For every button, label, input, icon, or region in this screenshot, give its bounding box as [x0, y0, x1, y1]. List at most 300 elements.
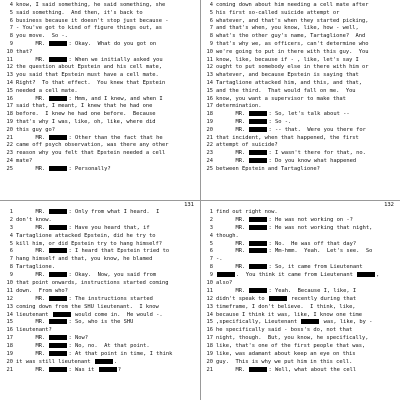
transcript-line [202, 248, 398, 256]
line-number: 19 [206, 351, 213, 358]
line-number: 13 [6, 72, 13, 79]
transcript-line [2, 319, 198, 327]
line-text: that's why I was, like, oh, like, where did [16, 118, 156, 125]
line-number: 9 [209, 40, 213, 47]
line-text: Tartaglione. [16, 264, 55, 271]
redaction-box [269, 296, 287, 301]
line-number: 6 [209, 248, 213, 255]
line-number: 17 [206, 335, 213, 342]
line-text: MR. : I wasn't there for that, no. [216, 150, 366, 157]
transcript-line [2, 241, 198, 249]
redaction-box [49, 41, 67, 46]
transcript-line [202, 25, 398, 33]
line-number: 5 [209, 9, 213, 16]
line-text: coming down from the SHU lieutenant. I know [16, 303, 159, 310]
transcript-panel-top-left [2, 2, 198, 198]
line-number: 18 [206, 343, 213, 350]
line-number: 1 [209, 209, 213, 215]
transcript-line [2, 80, 198, 88]
line-number: 24 [6, 157, 13, 164]
transcript-line [202, 272, 398, 280]
line-text: find out right now. [216, 209, 278, 215]
transcript-line [202, 343, 398, 351]
line-number: 14 [206, 311, 213, 318]
line-number: 23 [6, 150, 13, 157]
redaction-box [249, 241, 267, 246]
transcript-line [2, 135, 198, 143]
line-text: ought to put somebody else in there with him or [216, 64, 369, 71]
redaction-box [49, 57, 67, 62]
transcript-line [2, 280, 198, 288]
line-number: 21 [206, 366, 213, 373]
transcript-line [2, 33, 198, 41]
line-number: 21 [206, 134, 213, 141]
redaction-box [49, 351, 67, 356]
transcript-line [202, 351, 398, 359]
line-text: reason why you felt that Epstein needed a cell [16, 150, 166, 157]
transcript-line [202, 64, 398, 72]
transcript-line [202, 111, 398, 119]
line-text: MR. : So, let's talk about -- [216, 111, 350, 118]
transcript-line [2, 166, 198, 174]
redaction-box [357, 272, 375, 277]
line-number: 4 [209, 232, 213, 239]
line-number: 19 [6, 351, 13, 358]
transcript-line [2, 343, 198, 351]
line-number: 11 [6, 56, 13, 63]
line-text: MR. : Have you heard that, if [16, 224, 150, 231]
redaction-box [249, 367, 267, 372]
line-text: MR. : Yeah. Because I, like, I [216, 287, 357, 294]
transcript-line [202, 119, 398, 127]
transcript-line [202, 288, 398, 296]
horizontal-divider [0, 200, 400, 201]
redaction-box [249, 119, 267, 124]
line-number: 12 [206, 64, 213, 71]
transcript-line [2, 150, 198, 158]
transcript-lines [2, 2, 198, 174]
redaction-box [249, 158, 267, 163]
transcript-lines [202, 2, 398, 174]
transcript-line [202, 33, 398, 41]
line-text: MR. : When we initially asked you [16, 56, 163, 63]
line-number: 22 [206, 142, 213, 149]
line-text: and that's when, you know, like, how - well, [216, 25, 359, 32]
line-number: 14 [206, 79, 213, 86]
line-text: determination. [216, 103, 262, 110]
line-text: MR. : Now? [16, 335, 88, 342]
line-text: hang himself and that, you know, he blamed [16, 256, 153, 263]
transcript-line [202, 367, 398, 375]
line-text: ,specifically, Lieutenant was, like, by - [216, 319, 373, 326]
line-number: 12 [6, 64, 13, 71]
line-text: MR. : Only from what I heard. I [16, 209, 160, 215]
line-text: didn't speak to recently during that [216, 295, 357, 302]
transcript-line [2, 233, 198, 241]
transcript-line [2, 142, 198, 150]
line-text: that? [16, 48, 33, 55]
line-number: 4 [9, 2, 13, 8]
line-number: 18 [6, 111, 13, 118]
redaction-box [49, 248, 67, 253]
redaction-box [49, 296, 67, 301]
redaction-box [49, 367, 67, 372]
line-number: 17 [6, 335, 13, 342]
redaction-box [53, 312, 71, 317]
line-number: 8 [9, 33, 13, 40]
line-text: business because it doesn't stop just because - [16, 17, 169, 24]
transcript-line [2, 18, 198, 26]
line-number: 22 [6, 142, 13, 149]
line-number: 15 [206, 87, 213, 94]
transcript-line [2, 351, 198, 359]
line-number: 14 [6, 79, 13, 86]
line-text: came off psych observation, was there any other [16, 142, 169, 149]
line-number: 10 [6, 48, 13, 55]
transcript-line [202, 209, 398, 217]
transcript-line [2, 264, 198, 272]
transcript-line [2, 119, 198, 127]
line-number: 8 [9, 264, 13, 271]
transcript-line [2, 57, 198, 65]
line-text: know, like, because if - , like, let's say I [216, 56, 359, 63]
line-text: kill him, or did Epstein try to hang himself? [16, 240, 163, 247]
line-text: also? [216, 280, 233, 287]
line-text: MR. : Okay. Now, you said from [16, 272, 157, 279]
redaction-box [49, 96, 67, 101]
line-text: the question about Epstein and his cell mate, [16, 64, 163, 71]
transcript-panel-top-right [202, 2, 398, 198]
transcript-line [2, 64, 198, 72]
redaction-box [99, 367, 117, 372]
line-number: 21 [6, 134, 13, 141]
line-number: 20 [206, 126, 213, 133]
line-number: 1 [9, 209, 13, 215]
redaction-box [49, 319, 67, 324]
line-text: you move. So -. [16, 33, 68, 40]
line-text: mate? [16, 157, 33, 164]
line-text: said that, I meant, I knew that he had one [16, 103, 153, 110]
line-number: 5 [209, 240, 213, 247]
transcript-line [202, 158, 398, 166]
line-text: MR. : No, no. At that point. [16, 343, 150, 350]
redaction-box [49, 225, 67, 230]
transcript-line [2, 2, 198, 10]
line-text: MR. : So -. [216, 118, 292, 125]
line-number: 6 [9, 17, 13, 24]
line-text: we're going to put in there with this guy. You [216, 48, 369, 55]
line-number: 23 [206, 150, 213, 157]
transcript-line [202, 103, 398, 111]
line-number: 11 [206, 56, 213, 63]
line-number: 16 [206, 327, 213, 334]
line-number: 3 [209, 224, 213, 231]
line-text: though. [216, 232, 239, 239]
line-text: MR. : Other than the fact that he [16, 134, 163, 141]
line-text: MR. : The instructions started [16, 295, 153, 302]
redaction-box [301, 319, 319, 324]
line-text: night, though. But, you know, he specifically, [216, 335, 369, 342]
line-text: and the third. That would fall on me. You [216, 87, 356, 94]
transcript-line [202, 142, 398, 150]
line-number: 7 [209, 256, 213, 263]
line-text: whatever, and because Epstein is saying that [216, 72, 359, 79]
redaction-box [249, 225, 267, 230]
line-number: 3 [9, 224, 13, 231]
transcript-line [202, 264, 398, 272]
line-text: between Epstein and Tartaglione? [216, 165, 320, 172]
line-text: MR. : -- that. Were you there for [216, 126, 366, 133]
line-text: MR. : So, who is the SHU [16, 319, 134, 326]
transcript-line [2, 256, 198, 264]
transcript-line [202, 2, 398, 10]
line-text: guy. This is why we put him in this cell. [216, 358, 353, 365]
line-number: 25 [6, 165, 13, 172]
line-text: attempt of suicide? [216, 142, 278, 149]
transcript-line [2, 312, 198, 320]
line-text: MR. : So, it came from Lieutenant [216, 264, 363, 271]
line-text: MR. : Well, what about the cell [216, 366, 357, 373]
redaction-box [249, 127, 267, 132]
transcript-line [2, 272, 198, 280]
line-text: MR. : Do you know what happened [216, 157, 357, 164]
line-number: 13 [206, 72, 213, 79]
transcript-line [2, 127, 198, 135]
line-number: 10 [206, 280, 213, 287]
redaction-box [49, 135, 67, 140]
line-text: like, that's one of the first people that was, [216, 343, 366, 350]
transcript-line [2, 111, 198, 119]
transcript-line [202, 10, 398, 18]
line-number: 13 [6, 303, 13, 310]
line-number: 5 [9, 240, 13, 247]
transcript-line [202, 335, 398, 343]
line-number: 5 [9, 9, 13, 16]
redaction-box [49, 272, 67, 277]
transcript-line [202, 312, 398, 320]
line-number: 6 [9, 248, 13, 255]
transcript-line [2, 335, 198, 343]
redaction-box [49, 166, 67, 171]
page-number: 131 [184, 202, 194, 208]
line-text: needed a cell mate. [16, 87, 78, 94]
transcript-line [2, 41, 198, 49]
line-text: that's why we, as officers, can't determine who [216, 40, 369, 47]
line-text: know, I said something, he said something, she [16, 2, 166, 8]
transcript-line [2, 49, 198, 57]
line-text: what's the other guy's name, Tartaglione? And [216, 33, 366, 40]
line-text: MR. : Personally? [16, 165, 111, 172]
line-text: said something. And then, it's back to [16, 9, 143, 16]
transcript-line [202, 80, 398, 88]
transcript-line [202, 41, 398, 49]
line-text: his first so-called suicide attempt or [216, 9, 340, 16]
redaction-box [95, 359, 113, 364]
transcript-line [202, 166, 398, 174]
transcript-line [202, 296, 398, 304]
transcript-line [2, 158, 198, 166]
line-number: 20 [206, 358, 213, 365]
redaction-box [49, 335, 67, 340]
transcript-line [202, 49, 398, 57]
transcript-line [202, 150, 398, 158]
transcript-line [202, 319, 398, 327]
transcript-line [2, 88, 198, 96]
line-number: 25 [206, 165, 213, 172]
line-text: before. I knew he had one before. Because [16, 111, 156, 118]
line-text: that incident, when that happened, the first [216, 134, 359, 141]
transcript-line [202, 233, 398, 241]
line-number: 11 [206, 287, 213, 294]
transcript-line [202, 217, 398, 225]
transcript-line [202, 304, 398, 312]
line-number: 7 [9, 256, 13, 263]
line-number: 9 [9, 40, 13, 47]
redaction-box [217, 272, 235, 277]
line-text: MR. : At that point in time, I think [16, 351, 173, 358]
line-number: 4 [9, 232, 13, 239]
line-text: MR. : No. He was off that day? [216, 240, 357, 247]
line-number: 12 [206, 295, 213, 302]
line-text: MR. : Okay. What do you got on [16, 40, 157, 47]
transcript-line [202, 135, 398, 143]
line-text: MR. : Mm-hmm. Yeah. Let's see. So [216, 248, 373, 255]
line-number: 10 [6, 280, 13, 287]
line-number: 19 [206, 118, 213, 125]
redaction-box [249, 288, 267, 293]
redaction-box [249, 111, 267, 116]
line-number: 9 [9, 272, 13, 279]
line-number: 16 [206, 95, 213, 102]
line-number: 20 [6, 358, 13, 365]
line-number: 6 [209, 17, 213, 24]
line-number: 17 [206, 103, 213, 110]
line-number: 2 [209, 216, 213, 223]
line-text: this guy go? [16, 126, 55, 133]
line-number: 17 [6, 103, 13, 110]
line-text: . You think it came from Lieutenant , [216, 272, 398, 280]
transcript-line [2, 248, 198, 256]
line-text: MR. : Hmm, and I knew, and when I [16, 95, 163, 102]
transcript-line [202, 241, 398, 249]
line-text: MR. : I heard that Epstein tried to [16, 248, 170, 255]
line-text: down. From who? [16, 287, 68, 294]
redaction-box [249, 248, 267, 253]
line-text: it was still lieutenant . [16, 358, 118, 365]
line-number: 8 [209, 33, 213, 40]
line-number: 16 [6, 327, 13, 334]
line-number: 7 [209, 25, 213, 32]
line-number: 11 [6, 287, 13, 294]
line-number: 20 [6, 126, 13, 133]
line-text: he specifically said - boss's do, not that [216, 327, 353, 334]
transcript-line [2, 288, 198, 296]
transcript-line [2, 296, 198, 304]
transcript-line [2, 209, 198, 217]
line-number: 10 [206, 48, 213, 55]
transcript-line [202, 359, 398, 367]
line-number: 12 [6, 295, 13, 302]
transcript-line [202, 225, 398, 233]
line-text: know, you want a supervisor to make that [216, 95, 346, 102]
line-text: lieutenant? [16, 327, 52, 334]
line-text: because I think it was, like, I know one time [216, 311, 363, 318]
line-number: 9 [209, 272, 213, 279]
line-number: 21 [6, 366, 13, 373]
transcript-line [202, 57, 398, 65]
transcript-line [2, 217, 198, 225]
transcript-line [202, 127, 398, 135]
line-text: timeframe, I don't believe. I think, like, [216, 303, 356, 310]
line-number: 24 [206, 157, 213, 164]
line-text: MR. : Was it ? [16, 366, 121, 373]
transcript-line [202, 280, 398, 288]
transcript-line [202, 18, 398, 26]
line-number: 18 [6, 343, 13, 350]
line-text: Tartaglione attacked Epstein, did he try to [16, 232, 156, 239]
transcript-line [2, 367, 198, 375]
line-text: lieutenant would come in. He would -. [16, 311, 163, 318]
line-number: 13 [206, 303, 213, 310]
line-number: 7 [9, 25, 13, 32]
transcript-line [202, 256, 398, 264]
line-text: that point onwards, instructions started coming [16, 280, 169, 287]
line-number: 18 [206, 111, 213, 118]
redaction-box [49, 343, 67, 348]
page-number: 132 [384, 202, 394, 208]
line-number: 4 [209, 2, 213, 8]
transcript-lines [202, 209, 398, 375]
line-text: like, was adamant about keep an eye on this [216, 351, 356, 358]
transcript-line [2, 96, 198, 104]
redaction-box [249, 150, 267, 155]
transcript-line [2, 10, 198, 18]
line-number: 19 [6, 118, 13, 125]
transcript-line [2, 225, 198, 233]
line-number: 15 [6, 87, 13, 94]
line-text: you said that Epstein must have a cell mate. [16, 72, 159, 79]
transcript-line [2, 359, 198, 367]
transcript-line [2, 25, 198, 33]
line-number: 8 [209, 264, 213, 271]
redaction-box [249, 264, 267, 269]
line-text: don't know. [16, 216, 52, 223]
transcript-panel-bottom-left [2, 202, 198, 398]
transcript-panel-bottom-right [202, 202, 398, 398]
line-text: Tartaglione attacked him, and this, and that, [216, 79, 363, 86]
line-text: -. [216, 256, 223, 263]
line-number: 15 [6, 319, 13, 326]
redaction-box [49, 209, 67, 214]
line-text: coming down about him needing a cell mate after [216, 2, 369, 8]
line-text: MR. : He was not working on -? [216, 216, 353, 223]
transcript-line [2, 304, 198, 312]
transcript-line [2, 72, 198, 80]
line-number: 15 [206, 319, 213, 326]
transcript-lines [2, 209, 198, 375]
line-text: Right? To that effect. You knew that Epstein [16, 79, 166, 86]
transcript-line [202, 72, 398, 80]
line-text: MR. : He was not working that night, [216, 224, 373, 231]
line-number: 16 [6, 95, 13, 102]
line-text: whatever, and that's when they started picking, [216, 17, 369, 24]
transcript-line [202, 96, 398, 104]
transcript-line [2, 103, 198, 111]
line-text: - You've got to kind of figure things out, as [16, 25, 163, 32]
transcript-line [202, 327, 398, 335]
line-number: 14 [6, 311, 13, 318]
transcript-line [2, 327, 198, 335]
